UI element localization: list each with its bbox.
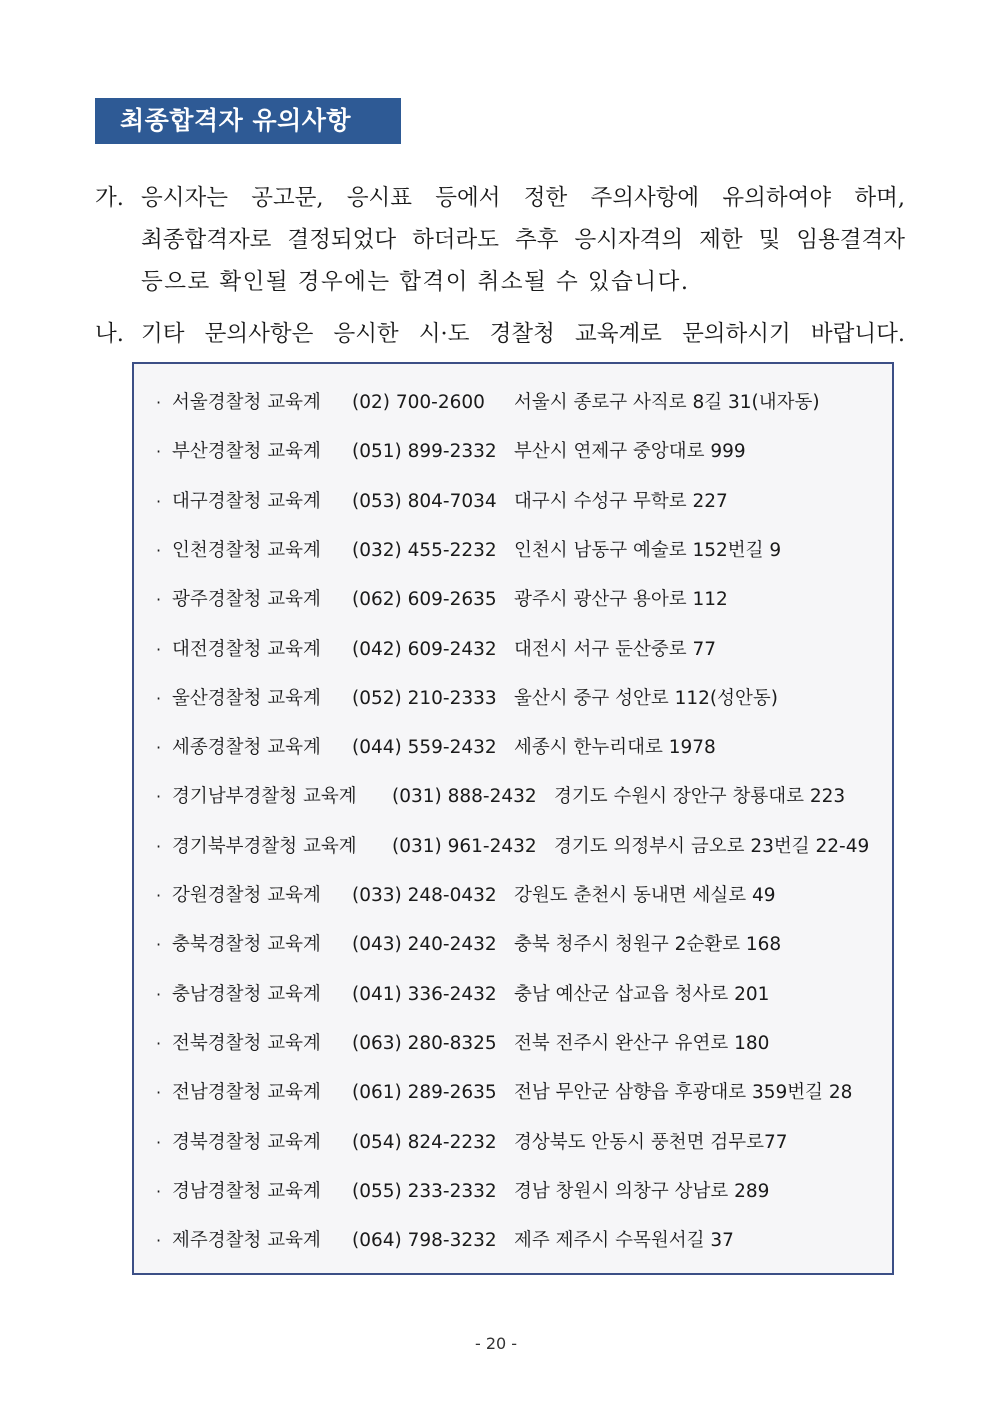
contact-row <box>134 782 892 812</box>
notice-line: 최종합격자로 결정되었다 하더라도 추후 응시자격의 제한 및 임용결격자 <box>141 227 905 253</box>
notice-line: 기타 문의사항은 응시한 시·도 경찰청 교육계로 문의하시기 바랍니다. <box>141 321 905 347</box>
contact-office: 부산경찰청 교육계 <box>172 441 321 463</box>
contact-address: 부산시 연제구 중앙대로 999 <box>514 441 746 463</box>
contact-address: 충남 예산군 삽교읍 청사로 201 <box>514 983 770 1005</box>
contact-office: 세종경찰청 교육계 <box>172 737 321 759</box>
contact-office: 경북경찰청 교육계 <box>172 1131 321 1153</box>
contact-address: 경기도 수원시 장안구 창룡대로 223 <box>554 786 846 808</box>
bullet-icon: · <box>156 590 162 610</box>
contact-address: 인천시 남동구 예술로 152번길 9 <box>514 539 782 561</box>
contact-phone: (063) 280-8325 <box>352 1032 497 1054</box>
contact-phone: (042) 609-2432 <box>352 638 497 660</box>
contact-phone: (041) 336-2432 <box>352 983 497 1005</box>
bullet-icon: · <box>156 1231 162 1251</box>
contact-phone: (053) 804-7034 <box>352 490 497 512</box>
bullet-icon: · <box>156 1033 162 1053</box>
notice-line: 등으로 확인될 경우에는 합격이 취소될 수 있습니다. <box>141 269 690 295</box>
contact-office: 대구경찰청 교육계 <box>172 490 321 512</box>
bullet-icon: · <box>156 540 162 560</box>
contact-address: 울산시 중구 성안로 112(성안동) <box>514 687 778 709</box>
contact-row <box>134 684 892 714</box>
contact-office: 경기북부경찰청 교육계 <box>172 835 357 857</box>
contact-office: 강원경찰청 교육계 <box>172 885 321 906</box>
contact-address: 대구시 수성구 무학로 227 <box>514 490 728 512</box>
section-title: 최종합격자 유의사항 <box>95 98 401 144</box>
bullet-icon: · <box>156 886 162 905</box>
contact-address: 세종시 한누리대로 1978 <box>514 737 716 759</box>
contact-phone: (032) 455-2232 <box>352 539 497 561</box>
bullet-icon: · <box>156 393 162 412</box>
contact-phone: (062) 609-2635 <box>352 589 497 611</box>
contact-office: 전북경찰청 교육계 <box>172 1032 321 1054</box>
contact-address: 광주시 광산구 용아로 112 <box>514 589 728 611</box>
contact-row <box>134 930 892 960</box>
bullet-icon: · <box>156 442 162 462</box>
contact-phone: (043) 240-2432 <box>352 934 497 956</box>
contact-row <box>134 635 892 665</box>
contact-phone: (051) 899-2332 <box>352 441 497 463</box>
contact-row <box>134 437 892 467</box>
contact-row <box>134 1226 892 1256</box>
contact-row <box>134 536 892 566</box>
bullet-icon: · <box>156 935 162 955</box>
contact-phone: (044) 559-2432 <box>352 737 497 759</box>
contact-office: 경남경찰청 교육계 <box>172 1180 321 1202</box>
contact-phone: (061) 289-2635 <box>352 1082 497 1104</box>
contact-phone: (052) 210-2333 <box>352 687 497 709</box>
contact-address: 서울시 종로구 사직로 8길 31(내자동) <box>514 392 820 413</box>
notice-line: 응시자는 공고문, 응시표 등에서 정한 주의사항에 유의하여야 하며, <box>141 185 905 211</box>
contact-office: 충북경찰청 교육계 <box>172 934 321 956</box>
contact-office: 서울경찰청 교육계 <box>172 392 321 413</box>
bullet-icon: · <box>156 836 162 856</box>
notice-marker: 가. <box>95 185 124 211</box>
contact-office: 경기남부경찰청 교육계 <box>172 786 357 808</box>
contact-office: 인천경찰청 교육계 <box>172 539 321 561</box>
contact-phone: (064) 798-3232 <box>352 1230 497 1252</box>
bullet-icon: · <box>156 688 162 708</box>
bullet-icon: · <box>156 1181 162 1201</box>
contact-phone: (031) 961-2432 <box>392 835 537 857</box>
contact-row <box>134 881 892 911</box>
contact-office: 광주경찰청 교육계 <box>172 589 321 611</box>
contact-address: 강원도 춘천시 동내면 세실로 49 <box>514 885 776 906</box>
contact-row <box>134 388 892 418</box>
contact-office: 전남경찰청 교육계 <box>172 1082 321 1104</box>
bullet-icon: · <box>156 1132 162 1152</box>
contact-phone: (055) 233-2332 <box>352 1180 497 1202</box>
contact-office: 충남경찰청 교육계 <box>172 983 321 1005</box>
bullet-icon: · <box>156 787 162 807</box>
contact-address: 제주 제주시 수목원서길 37 <box>514 1230 734 1252</box>
contact-address: 대전시 서구 둔산중로 77 <box>514 638 717 660</box>
contact-phone: (054) 824-2232 <box>352 1131 497 1153</box>
contact-address: 경상북도 안동시 풍천면 검무로77 <box>514 1131 788 1153</box>
page-number: - 20 - <box>474 1334 518 1353</box>
bullet-icon: · <box>156 984 162 1004</box>
contact-office: 제주경찰청 교육계 <box>172 1230 321 1252</box>
contact-row <box>134 487 892 517</box>
contact-row <box>134 1177 892 1207</box>
bullet-icon: · <box>156 1083 162 1103</box>
contact-row <box>134 585 892 615</box>
contact-phone: (033) 248-0432 <box>352 885 497 906</box>
contact-office: 대전경찰청 교육계 <box>172 638 321 660</box>
bullet-icon: · <box>156 738 162 758</box>
contact-row <box>134 1078 892 1108</box>
contact-address: 전남 무안군 삼향읍 후광대로 359번길 28 <box>514 1082 853 1104</box>
contact-address: 충북 청주시 청원구 2순환로 168 <box>514 934 782 956</box>
bullet-icon: · <box>156 639 162 659</box>
contact-address: 전북 전주시 완산구 유연로 180 <box>514 1032 770 1054</box>
contact-row <box>134 733 892 763</box>
bullet-icon: · <box>156 491 162 511</box>
contact-row <box>134 1128 892 1158</box>
contact-address: 경기도 의정부시 금오로 23번길 22-49 <box>554 835 870 857</box>
contact-row <box>134 980 892 1010</box>
notice-marker: 나. <box>95 321 124 347</box>
contact-phone: (02) 700-2600 <box>352 392 485 413</box>
contact-row <box>134 832 892 862</box>
contact-phone: (031) 888-2432 <box>392 786 537 808</box>
contact-office: 울산경찰청 교육계 <box>172 687 321 709</box>
contact-list-box <box>132 362 894 1275</box>
contact-row <box>134 1029 892 1059</box>
contact-address: 경남 창원시 의창구 상남로 289 <box>514 1180 770 1202</box>
